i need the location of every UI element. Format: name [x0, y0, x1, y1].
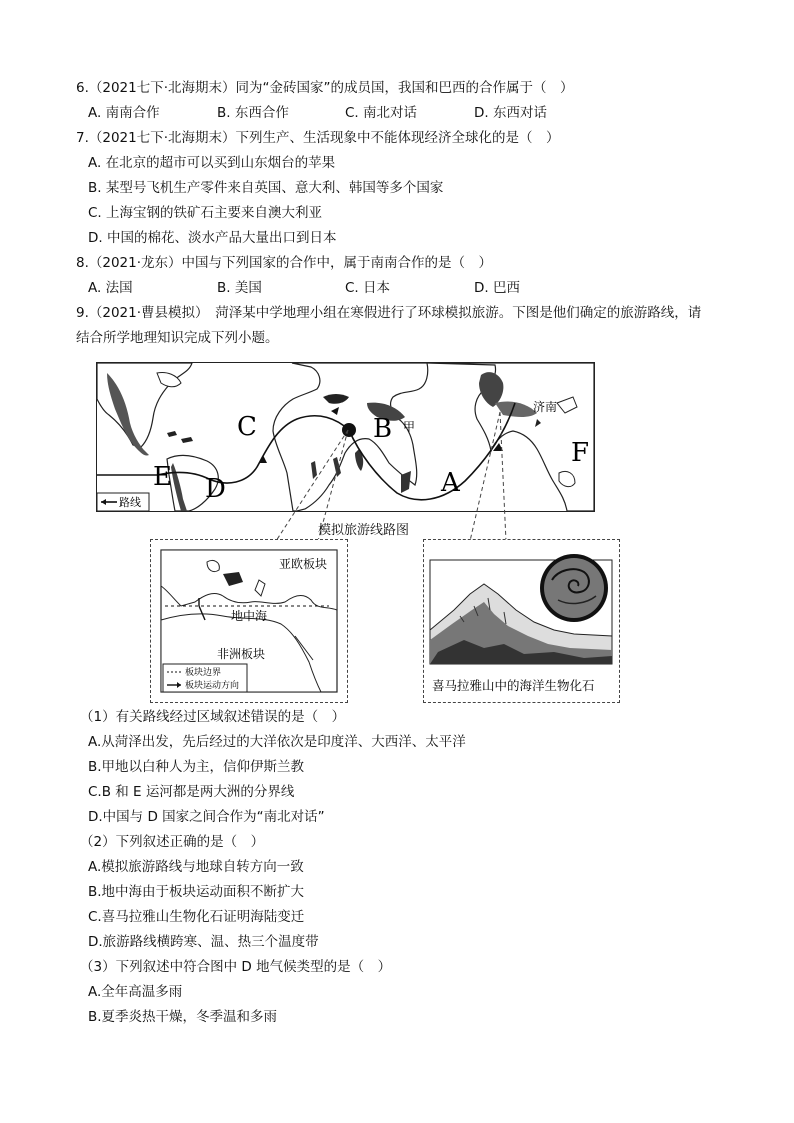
fossil-inset	[423, 539, 620, 703]
label-jia: 甲	[403, 420, 416, 434]
q9-stem-line2: 结合所学地理知识完成下列小题。	[76, 330, 279, 346]
legend-plate-motion: 板块运动方向	[185, 681, 240, 691]
label-e: E	[153, 462, 172, 492]
q7-option-d: D. 中国的棉花、淡水产品大量出口到日本	[88, 230, 337, 246]
label-a: A	[441, 468, 460, 498]
q9-sub1-option-a: A.从菏泽出发，先后经过的大洋依次是印度洋、大西洋、太平洋	[88, 734, 466, 750]
q9-sub1-option-b: B.甲地以白种人为主，信仰伊斯兰教	[88, 759, 305, 775]
q9-sub2-option-b: B.地中海由于板块运动面积不断扩大	[88, 884, 305, 900]
q7-option-a: A. 在北京的超市可以买到山东烟台的苹果	[88, 155, 336, 171]
q6-option-a: A. 南南合作	[88, 105, 160, 121]
q9-sub1-option-d: D.中国与 D 国家之间合作为“南北对话”	[88, 809, 325, 825]
q9-sub1-option-c: C.B 和 E 运河都是两大洲的分界线	[88, 784, 295, 800]
fossil-caption: 喜马拉雅山中的海洋生物化石	[432, 678, 595, 693]
q9-sub2-option-c: C.喜马拉雅山生物化石证明海陆变迁	[88, 909, 305, 925]
q8-option-b: B. 美国	[217, 280, 262, 296]
legend-route-label: 路线	[119, 496, 141, 509]
label-b: B	[373, 414, 393, 444]
q6-option-c: C. 南北对话	[345, 105, 418, 121]
label-african-plate: 非洲板块	[217, 647, 266, 661]
q7-option-c: C. 上海宝钢的铁矿石主要来自澳大利亚	[88, 205, 323, 221]
q9-stem-line1: 9.（2021·曹县模拟） 菏泽某中学地理小组在寒假进行了环球模拟旅游。下图是他们确定的旅游路线，请	[76, 305, 702, 321]
label-c: C	[237, 412, 257, 442]
label-eurasian-plate: 亚欧板块	[279, 557, 328, 571]
q7-stem: 7.（2021七下·北海期末）下列生产、生活现象中不能体现经济全球化的是（ ）	[76, 130, 560, 146]
q9-sub3-stem: （3）下列叙述中符合图中 D 地气候类型的是（ ）	[80, 959, 392, 975]
legend-plate-boundary: 板块边界	[185, 668, 222, 678]
label-jinan: 济南	[533, 400, 558, 414]
q8-stem: 8.（2021·龙东）中国与下列国家的合作中，属于南南合作的是（ ）	[76, 255, 493, 271]
q8-option-d: D. 巴西	[474, 280, 520, 296]
q6-option-b: B. 东西合作	[217, 105, 289, 121]
q8-option-a: A. 法国	[88, 280, 133, 296]
figure-caption: 模拟旅游线路图	[318, 523, 410, 538]
q6-stem: 6.（2021七下·北海期末）同为“金砖国家”的成员国，我国和巴西的合作属于（ ）	[76, 80, 574, 96]
q9-sub2-option-d: D.旅游路线横跨寒、温、热三个温度带	[88, 934, 319, 950]
label-f: F	[571, 438, 590, 468]
plate-inset	[150, 539, 348, 703]
q9-sub1-stem: （1）有关路线经过区域叙述错误的是（ ）	[80, 709, 346, 725]
label-mediterranean: 地中海	[231, 609, 268, 623]
q9-sub2-option-a: A.模拟旅游路线与地球自转方向一致	[88, 859, 304, 875]
q6-option-d: D. 东西对话	[474, 105, 547, 121]
label-d: D	[205, 474, 226, 504]
q8-option-c: C. 日本	[345, 280, 391, 296]
q9-sub3-option-b: B.夏季炎热干燥，冬季温和多雨	[88, 1009, 278, 1025]
q9-sub2-stem: （2）下列叙述正确的是（ ）	[80, 834, 265, 850]
q9-sub3-option-a: A.全年高温多雨	[88, 984, 183, 1000]
q7-option-b: B. 某型号飞机生产零件来自英国、意大利、韩国等多个国家	[88, 180, 444, 196]
